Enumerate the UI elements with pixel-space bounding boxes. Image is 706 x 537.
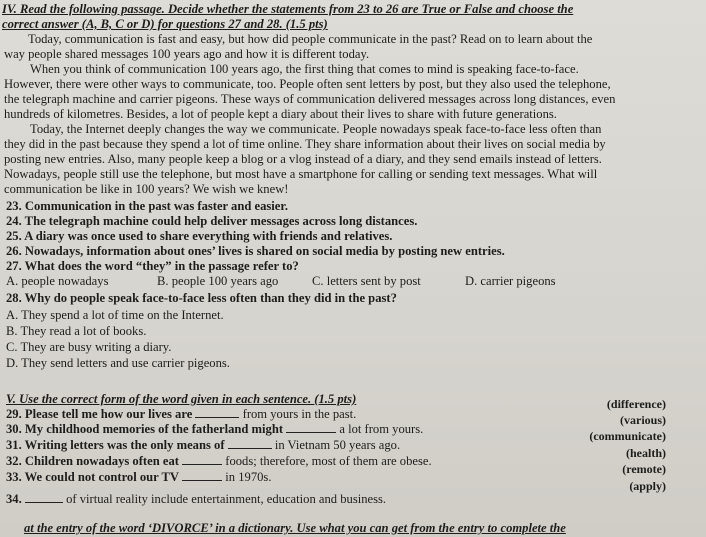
item-30-text: 30. My childhood memories of the fatherland might bbox=[6, 422, 284, 436]
passage-line: Nowadays, people still use the telephone, but most have a smartphone for calling or sending text messages. What will bbox=[4, 167, 598, 181]
item-29-rest: from yours in the past. bbox=[242, 407, 357, 421]
q27-option-b: B. people 100 years ago bbox=[157, 274, 279, 288]
section-v-heading: V. Use the correct form of the word given in each sentence. (1.5 pts) bbox=[6, 392, 357, 406]
q28-option-c: C. They are busy writing a diary. bbox=[6, 340, 172, 354]
q27-option-a: A. people nowadays bbox=[6, 274, 109, 288]
passage-line: Today, the Internet deeply changes the way we communicate. People nowadays speak face-to-face less often than bbox=[30, 122, 602, 136]
passage-line: they did in the past because they spend a lot of time online. They share information about their lives on social media by bbox=[4, 137, 606, 151]
section-vi-fragment: at the entry of the word ‘DIVORCE’ in a dictionary. Use what you can get from the entry to complete the bbox=[24, 521, 566, 535]
statement-26: 26. Nowadays, information about ones’ lives is shared on social media by posting new entries. bbox=[6, 244, 505, 258]
section-iv-heading-line2: correct answer (A, B, C or D) for questions 27 and 28. (1.5 pts) bbox=[2, 17, 328, 31]
item-34-rest: of virtual reality include entertainment, education and business. bbox=[66, 492, 387, 506]
q28-option-b: B. They read a lot of books. bbox=[6, 324, 147, 338]
q28-option-a: A. They spend a lot of time on the Internet. bbox=[6, 308, 224, 322]
item-30-rest: a lot from yours. bbox=[339, 422, 424, 436]
item-30-blank[interactable] bbox=[286, 432, 336, 433]
item-31-blank[interactable] bbox=[228, 448, 272, 449]
passage-line: posting new entries. Also, many people keep a blog or a vlog instead of a diary, and they send emails instead of letters. bbox=[4, 152, 602, 166]
item-32 bbox=[6, 454, 696, 469]
item-31-hint: (communicate) bbox=[589, 429, 666, 443]
item-34-hint: (apply) bbox=[629, 479, 666, 493]
item-33-hint: (remote) bbox=[622, 462, 666, 476]
q27-option-c: C. letters sent by post bbox=[312, 274, 421, 288]
item-34-text: 34. bbox=[6, 492, 22, 506]
statement-25: 25. A diary was once used to share everything with friends and relatives. bbox=[6, 229, 393, 243]
item-31-rest: in Vietnam 50 years ago. bbox=[274, 438, 401, 452]
passage-line: hundreds of kilometres. Besides, a lot of people kept a diary about their lives to share with future generations. bbox=[4, 107, 557, 121]
item-29-hint: (difference) bbox=[606, 397, 666, 411]
item-34 bbox=[6, 492, 696, 507]
item-32-text: 32. Children nowadays often eat bbox=[6, 454, 179, 468]
item-34-blank[interactable] bbox=[25, 502, 63, 503]
statement-23: 23. Communication in the past was faster and easier. bbox=[6, 199, 288, 213]
item-31-text: 31. Writing letters was the only means of bbox=[6, 438, 225, 452]
item-32-rest: foods; therefore, most of them are obese. bbox=[225, 454, 432, 468]
item-29 bbox=[6, 407, 696, 422]
passage-line: When you think of communication 100 years ago, the first thing that comes to mind is speaking face-to-face. bbox=[30, 62, 579, 76]
section-iv-heading: IV. Read the following passage. Decide whether the statements from 23 to 26 are True or False and choose the bbox=[2, 2, 574, 16]
question-28: 28. Why do people speak face-to-face less often than they did in the past? bbox=[6, 291, 397, 305]
passage-line: communication be like in 100 years? We wish we knew! bbox=[4, 182, 289, 196]
passage-line: Today, communication is fast and easy, but how did people communicate in the past? Read on to learn about the bbox=[28, 32, 593, 46]
item-29-text: 29. Please tell me how our lives are bbox=[6, 407, 193, 421]
passage-line: the telegraph machine and carrier pigeons. These ways of communication delivered messages across long distances, even bbox=[4, 92, 616, 106]
item-32-blank[interactable] bbox=[182, 464, 222, 465]
item-33-text: 33. We could not control our TV bbox=[6, 470, 179, 484]
q27-option-d: D. carrier pigeons bbox=[465, 274, 556, 288]
item-30-hint: (various) bbox=[620, 413, 666, 427]
statement-24: 24. The telegraph machine could help deliver messages across long distances. bbox=[6, 214, 418, 228]
q28-option-d: D. They send letters and use carrier pigeons. bbox=[6, 356, 230, 370]
item-33-blank[interactable] bbox=[182, 480, 222, 481]
passage-line: way people shared messages 100 years ago and how it is different today. bbox=[4, 47, 370, 61]
question-27: 27. What does the word “they” in the passage refer to? bbox=[6, 259, 299, 273]
item-33 bbox=[6, 470, 696, 485]
item-32-hint: (health) bbox=[626, 446, 666, 460]
passage-line: However, there were other ways to communicate, too. People often sent letters by post, but they also used the telephone, bbox=[4, 77, 611, 91]
item-33-rest: in 1970s. bbox=[225, 470, 272, 484]
item-29-blank[interactable] bbox=[195, 417, 239, 418]
